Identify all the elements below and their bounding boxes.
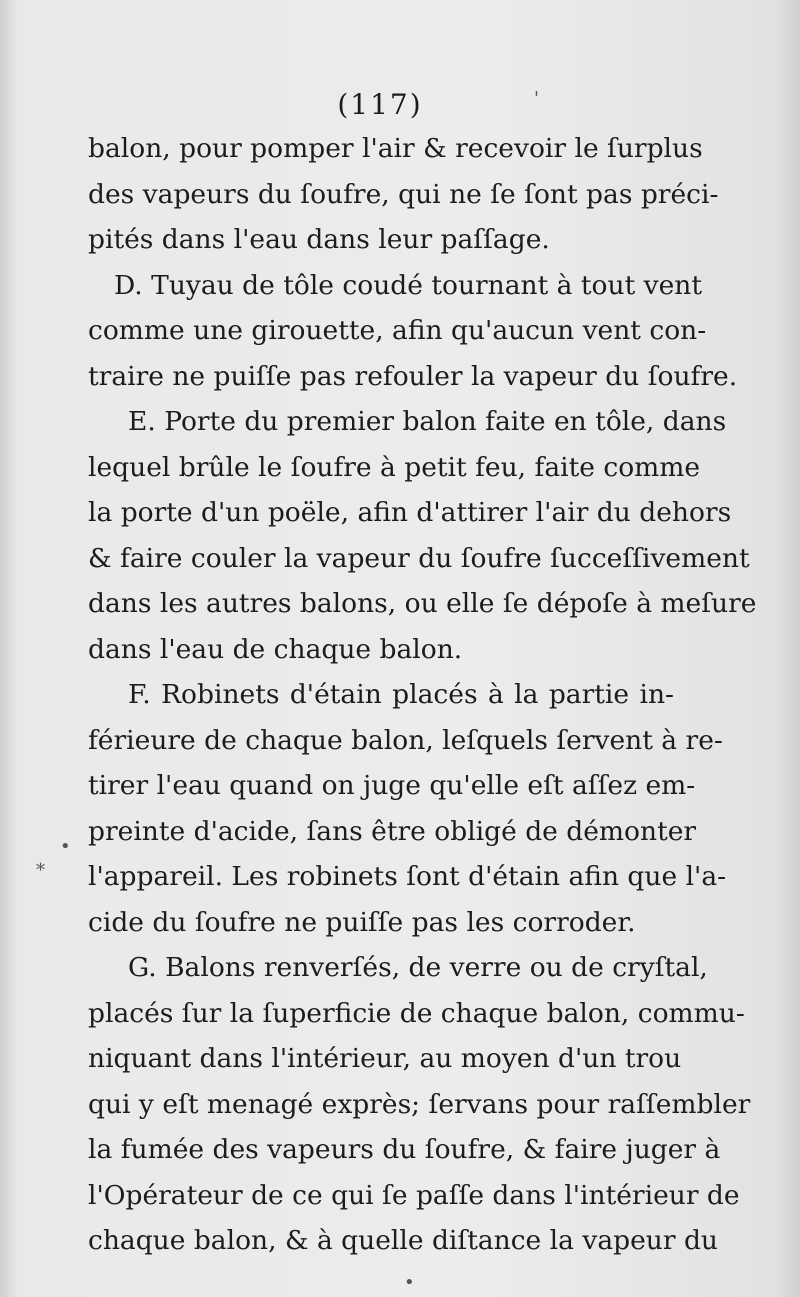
paragraph-g-start: G. Balons renverſés, de verre ou de cryſtal,: [128, 952, 708, 983]
text-line: la porte d'un poële, afin d'attirer l'air du dehors: [88, 497, 732, 528]
text-line: l'appareil. Les robinets ſont d'étain afin que l'a-: [88, 861, 727, 892]
text-line: dans les autres balons, ou elle ſe dépoſe à meſure: [88, 588, 757, 619]
text-line: tirer l'eau quand on juge qu'elle eſt aſſez em-: [88, 770, 696, 801]
paragraph-f-start: F. Robinets d'étain placés à la partie in-: [128, 679, 674, 710]
ink-speck: *: [36, 860, 45, 881]
text-line: chaque balon, & à quelle diſtance la vapeur du: [88, 1225, 718, 1256]
body-text: [88, 126, 757, 1264]
ink-speck: •: [404, 1272, 415, 1293]
text-line: lequel brûle le ſoufre à petit feu, faite comme: [88, 451, 701, 483]
text-line: & faire couler la vapeur du ſoufre ſucceſſivement: [88, 542, 750, 574]
text-line: pités dans l'eau dans leur paſſage.: [88, 224, 550, 255]
text-line: la fumée des vapeurs du ſoufre, & faire juger à: [88, 1134, 721, 1165]
text-line: l'Opérateur de ce qui ſe paſſe dans l'intérieur de: [88, 1179, 740, 1211]
paragraph-e-start: E. Porte du premier balon faite en tôle, dans: [128, 406, 727, 437]
text-line: traire ne puiſſe pas refouler la vapeur du ſoufre.: [88, 360, 738, 392]
text-line: cide du ſoufre ne puiſſe pas les corroder.: [88, 906, 636, 938]
text-line: placés ſur la ſuperficie de chaque balon, commu-: [88, 997, 745, 1029]
text-line: dans l'eau de chaque balon.: [88, 633, 463, 665]
text-line: comme une girouette, afin qu'aucun vent con-: [88, 315, 707, 346]
text-line: des vapeurs du ſoufre, qui ne ſe ſont pas préci-: [88, 178, 719, 210]
text-line: preinte d'acide, ſans être obligé de démonter: [88, 815, 697, 847]
page-number: (117): [337, 88, 423, 121]
paragraph-d-start: D. Tuyau de tôle coudé tournant à tout vent: [114, 269, 703, 301]
text-line: qui y eſt menagé exprès; ſervans pour raſſembler: [88, 1088, 751, 1120]
text-line: niquant dans l'intérieur, au moyen d'un trou: [88, 1043, 682, 1074]
text-line: balon, pour pomper l'air & recevoir le ſurplus: [88, 133, 703, 164]
text-line: férieure de chaque balon, leſquels ſervent à re-: [88, 724, 723, 756]
ink-speck: ': [534, 88, 539, 109]
ink-speck: •: [60, 836, 71, 857]
